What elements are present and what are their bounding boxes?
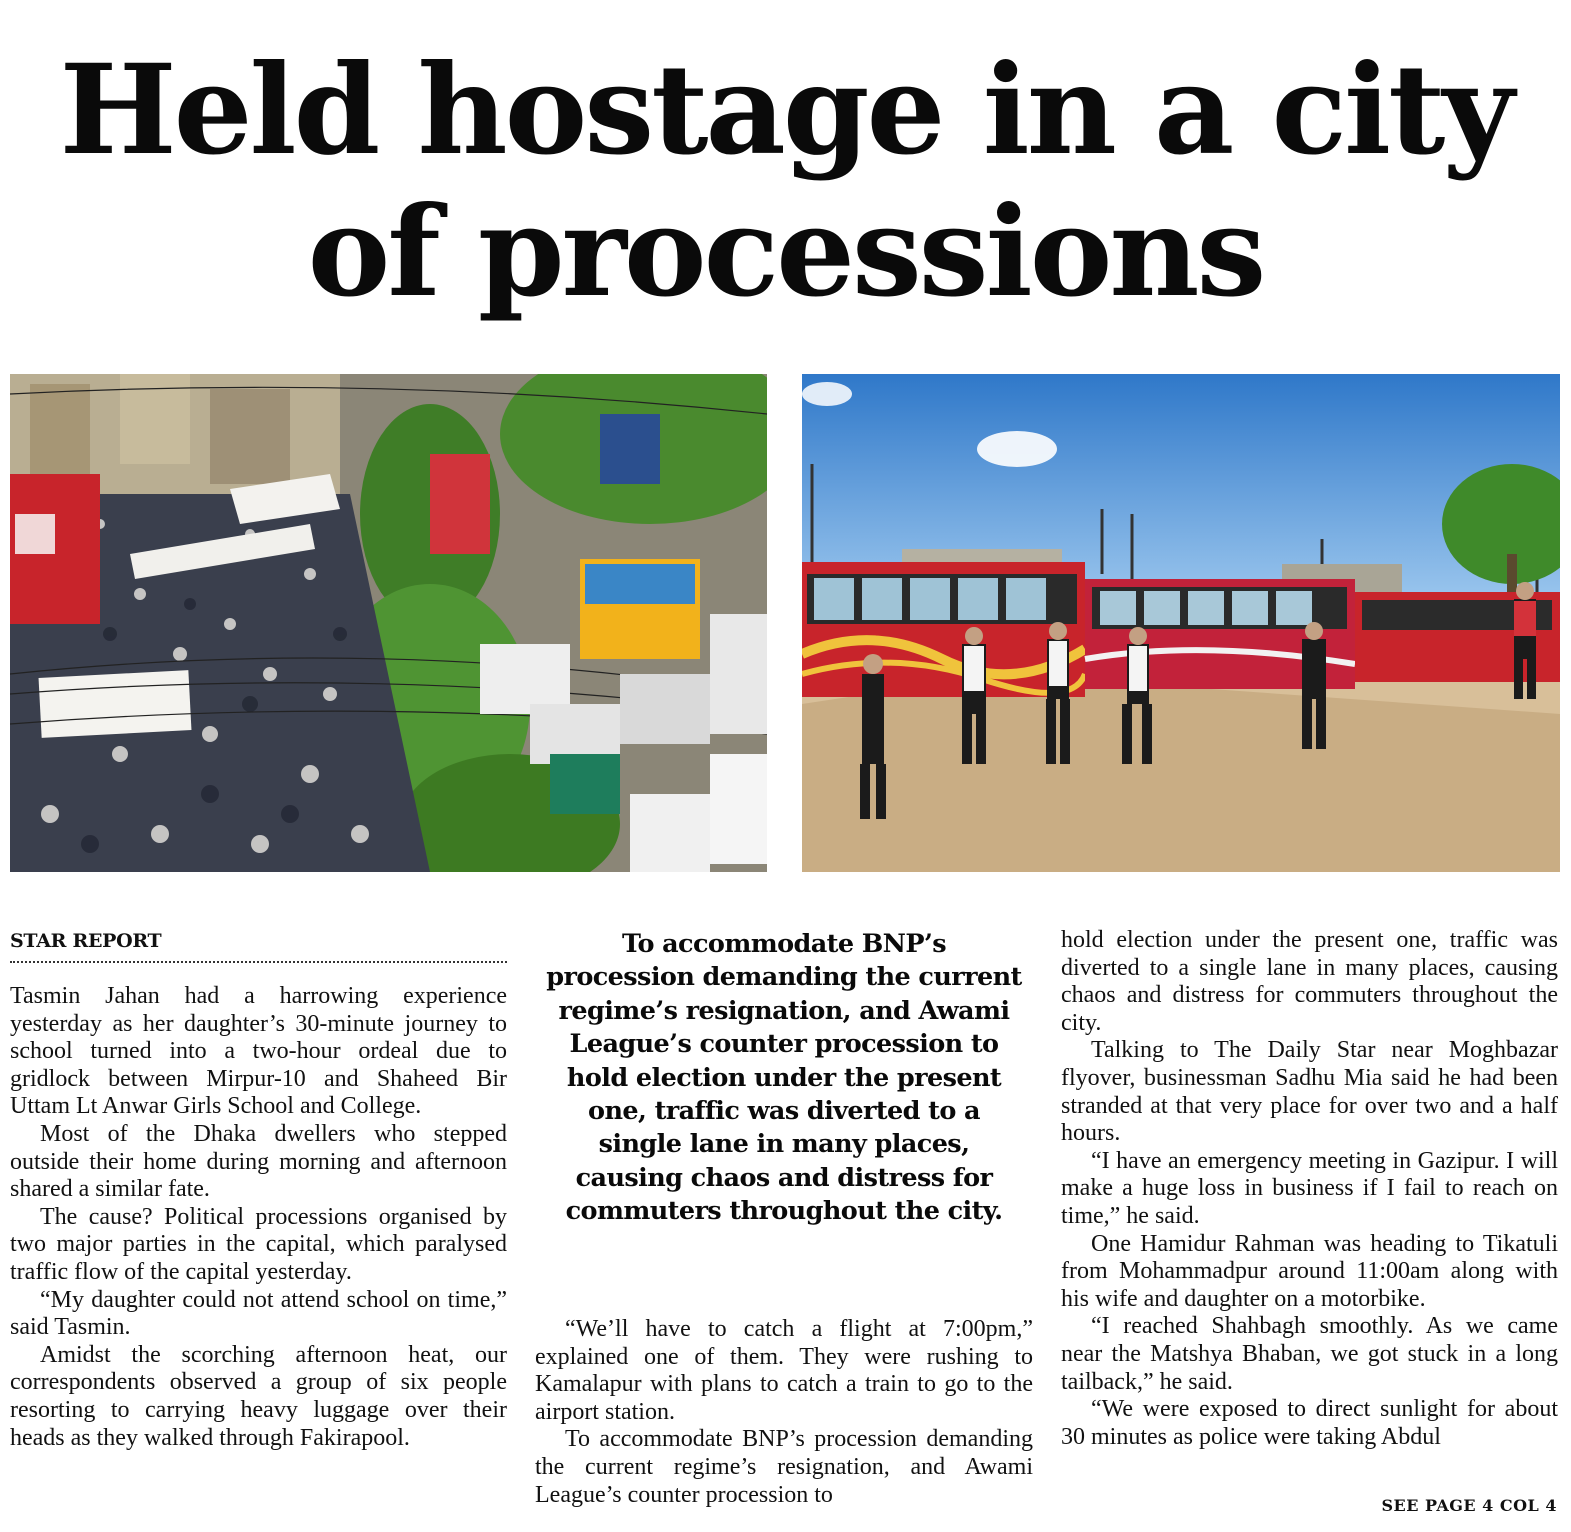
paragraph: One Hamidur Rahman was heading to Tikatuli from Mohammadpur around 11:00am along with his wife and daughter on a motorbike.: [1061, 1230, 1558, 1312]
pull-quote: To accommodate BNP’s procession demanding the current regime’s resignation, and Awami League’s counter procession to hold election under the present one, traffic was diverted to a single lane in many places, causing chaos and distress for commuters throughout the city.: [546, 929, 1022, 1227]
buses-pedestrians-illustration: [802, 374, 1560, 872]
photo-procession-crowd: [10, 374, 767, 872]
paragraph: hold election under the present one, traffic was diverted to a single lane in many places, causing chaos and distress for commuters throughout the city.: [1061, 927, 1558, 1036]
byline: STAR REPORT: [10, 930, 507, 963]
paragraph: Most of the Dhaka dwellers who stepped outside their home during morning and afternoon shared a similar fate.: [10, 1120, 507, 1203]
article-column-1: [10, 983, 507, 1452]
paragraph: “I reached Shahbagh smoothly. As we came near the Matshya Bhaban, we got stuck in a long tailback,” he said.: [1061, 1313, 1558, 1395]
jump-line[interactable]: SEE PAGE 4 COL 4: [1381, 1496, 1557, 1515]
headline-line-1: Held hostage in a city: [59, 38, 1512, 183]
paragraph: The cause? Political processions organised by two major parties in the capital, which paralysed traffic flow of the capital yesterday.: [10, 1203, 507, 1285]
paragraph: “My daughter could not attend school on time,” said Tasmin.: [10, 1286, 507, 1341]
paragraph: To accommodate BNP’s procession demanding the current regime’s resignation, and Awami League’s counter procession to: [535, 1426, 1033, 1508]
headline-line-2: of processions: [307, 180, 1264, 325]
article-column-3: [1061, 927, 1558, 1451]
paragraph: “We’ll have to catch a flight at 7:00pm,” explained one of them. They were rushing to Kamalapur with plans to catch a train to go to the airport station.: [535, 1316, 1033, 1425]
paragraph: “I have an emergency meeting in Gazipur. I will make a huge loss in business if I fail to reach on time,” he said.: [1061, 1147, 1558, 1229]
paragraph: “We were exposed to direct sunlight for about 30 minutes as police were taking Abdul: [1061, 1396, 1558, 1450]
photo-buses-pedestrians: [802, 374, 1560, 872]
paragraph: Talking to The Daily Star near Moghbazar flyover, businessman Sadhu Mia said he had been stranded at that very place for over two and a half hours.: [1061, 1037, 1558, 1147]
article-column-2: [535, 1316, 1033, 1509]
procession-crowd-illustration: [10, 374, 767, 872]
paragraph: Amidst the scorching afternoon heat, our correspondents observed a group of six people resorting to carrying heavy luggage over their heads as they walked through Fakirapool.: [10, 1341, 507, 1451]
paragraph: Tasmin Jahan had a harrowing experience yesterday as her daughter’s 30-minute journey to school turned into a two-hour ordeal due to gridlock between Mirpur-10 and Shaheed Bir Uttam Lt Anwar Girls School and College.: [10, 983, 507, 1120]
headline: [0, 40, 1571, 324]
